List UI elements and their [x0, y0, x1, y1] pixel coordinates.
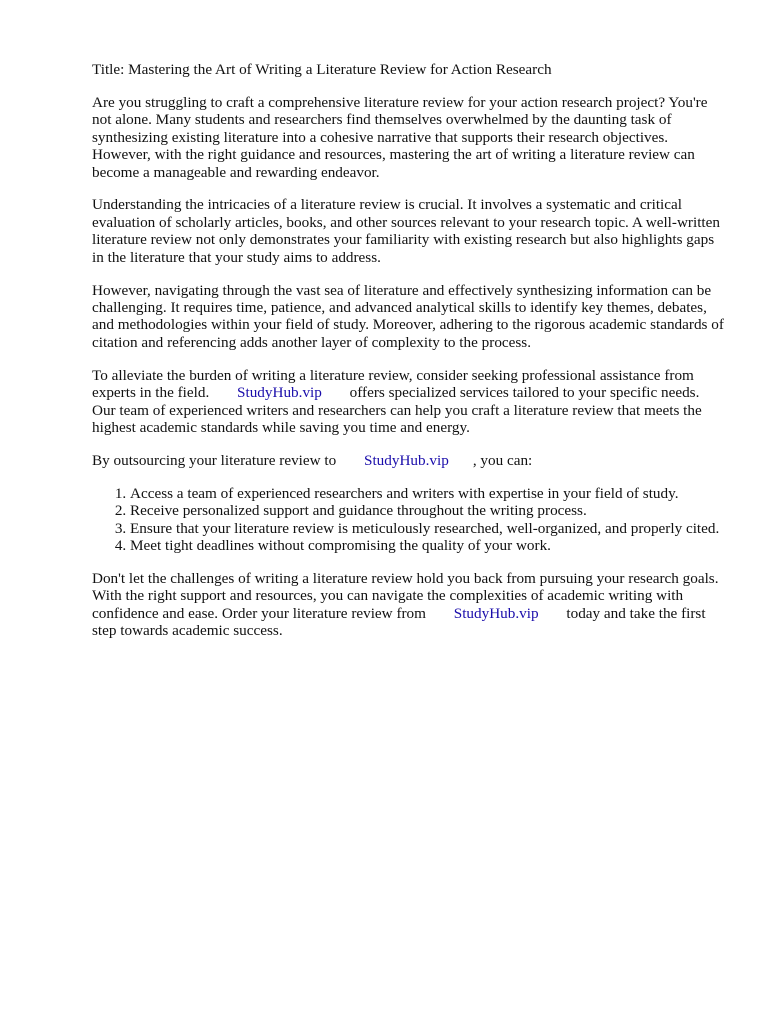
- list-item: 2. Receive personalized support and guidance throughout the writing process.: [130, 502, 724, 519]
- paragraph-intro: Are you struggling to craft a comprehensive literature review for your action research project? You're not alone. Many students and researchers find themselves overwhelmed by the daunting task of synthesizing existing literature into a cohesive narrative that supports their research objectives. However, with the right guidance and resources, mastering the art of writing a literature review can become a manageable and rewarding endeavor.: [92, 93, 708, 181]
- paragraph-outsourcing: [92, 452, 724, 469]
- studyhub-link-3[interactable]: StudyHub.vip: [453, 604, 539, 622]
- paragraph-closing: [92, 570, 724, 640]
- paragraph-challenges: However, navigating through the vast sea of literature and effectively synthesizing information can be challenging. It requires time, patience, and advanced analytical skills to identify key themes, debates, and methodologies within your field of study. Moreover, adhering to the rigorous academic standards of citation and referencing adds another layer of complexity to the process.: [92, 281, 724, 351]
- paragraph-outsourcing-text-before: By outsourcing your literature review to: [92, 451, 337, 469]
- paragraph-assistance-text-after: offers specialized services tailored to your specific needs. Our team of experienced writers and researchers can help you craft a literature review that meets the highest academic standards while saving you time and energy.: [92, 384, 702, 436]
- document-title: Title: Mastering the Art of Writing a Literature Review for Action Research: [92, 61, 552, 78]
- list-item: 1. Access a team of experienced researchers and writers with expertise in your field of study.: [130, 485, 724, 502]
- paragraph-assistance-text-before: To alleviate the burden of writing a literature review, consider seeking professional assistance from experts in the field.: [92, 366, 694, 402]
- benefits-list: [92, 485, 724, 555]
- paragraph-understanding: Understanding the intricacies of a literature review is crucial. It involves a systematic and critical evaluation of scholarly articles, books, and other sources relevant to your research topic. A well-written literature review not only demonstrates your familiarity with existing research but also highlights gaps in the literature that your study aims to address.: [92, 196, 720, 266]
- list-item: 3. Ensure that your literature review is meticulously researched, well-organized, and properly cited.: [130, 520, 724, 537]
- document-page: [92, 61, 724, 655]
- paragraph-closing-text-after: today and take the first step towards academic success.: [92, 604, 706, 640]
- paragraph-outsourcing-text-after: , you can:: [472, 451, 533, 469]
- studyhub-link-2[interactable]: StudyHub.vip: [364, 451, 449, 469]
- studyhub-link-1[interactable]: StudyHub.vip: [237, 384, 322, 402]
- list-item: 4. Meet tight deadlines without compromising the quality of your work.: [130, 537, 724, 554]
- paragraph-closing-text-before: Don't let the challenges of writing a literature review hold you back from pursuing your research goals. With the right support and resources, you can navigate the complexities of academic writing with confidence and ease. Order your literature review from: [92, 569, 719, 622]
- paragraph-assistance: [92, 367, 724, 437]
